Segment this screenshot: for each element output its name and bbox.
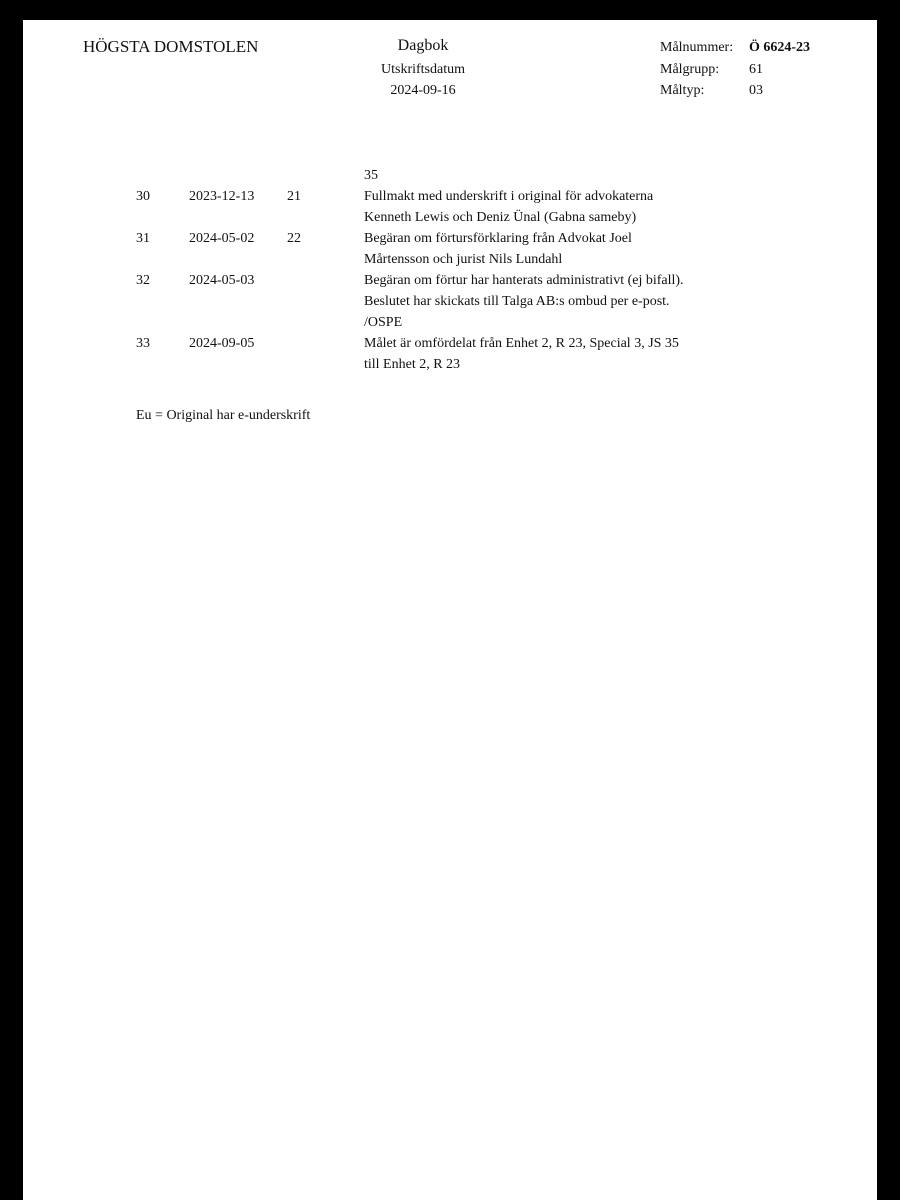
description-line: Mårtensson och jurist Nils Lundahl	[364, 252, 563, 267]
document-page	[23, 20, 877, 1200]
entry-description	[364, 186, 716, 228]
description-line: /OSPE	[364, 315, 403, 330]
description-line: Kenneth Lewis och Deniz Ünal (Gabna sameby)	[364, 210, 637, 225]
diary-entries	[136, 165, 716, 375]
description-line: Målet är omfördelat från Enhet 2, R 23, Special 3, JS 35	[364, 336, 679, 351]
entry-reference	[287, 270, 364, 333]
description-line: Beslutet har skickats till Talga AB:s ombud per e-post.	[364, 294, 670, 309]
description-line: Fullmakt med underskrift i original för advokaterna	[364, 189, 654, 204]
description-line: till Enhet 2, R 23	[364, 357, 461, 372]
case-number: Ö 6624-23	[749, 40, 811, 55]
entry-date: 2024-05-03	[189, 273, 255, 288]
footnote: Eu = Original har e-underskrift	[136, 408, 311, 423]
entry-date: 2024-05-02	[189, 231, 255, 246]
table-row	[136, 333, 716, 375]
continued-reference: 35	[364, 168, 378, 183]
entry-number: 30	[136, 189, 150, 204]
entry-reference	[287, 333, 364, 375]
case-type: 03	[749, 83, 763, 98]
entry-reference: 21	[287, 189, 301, 204]
case-number-label: Målnummer:	[660, 40, 734, 55]
case-group: 61	[749, 62, 763, 77]
entry-description	[364, 228, 716, 270]
print-date-label: Utskriftsdatum	[381, 62, 465, 77]
entry-reference: 22	[287, 231, 301, 246]
table-row	[136, 228, 716, 270]
document-title: Dagbok	[397, 37, 449, 54]
description-line: Begäran om förtur har hanterats administrativt (ej bifall).	[364, 273, 684, 288]
description-line: Begäran om förtursförklaring från Advokat Joel	[364, 231, 632, 246]
entry-number: 31	[136, 231, 150, 246]
entry-date: 2023-12-13	[189, 189, 255, 204]
entry-number: 32	[136, 273, 150, 288]
entry-date: 2024-09-05	[189, 336, 255, 351]
court-name: HÖGSTA DOMSTOLEN	[83, 37, 259, 56]
case-group-label: Målgrupp:	[660, 62, 720, 77]
entry-description	[364, 333, 716, 375]
table-row	[136, 270, 716, 333]
entry-number: 33	[136, 336, 150, 351]
print-date: 2024-09-16	[390, 83, 456, 98]
entry-description	[364, 270, 716, 333]
case-type-label: Måltyp:	[660, 83, 705, 98]
table-row	[136, 186, 716, 228]
